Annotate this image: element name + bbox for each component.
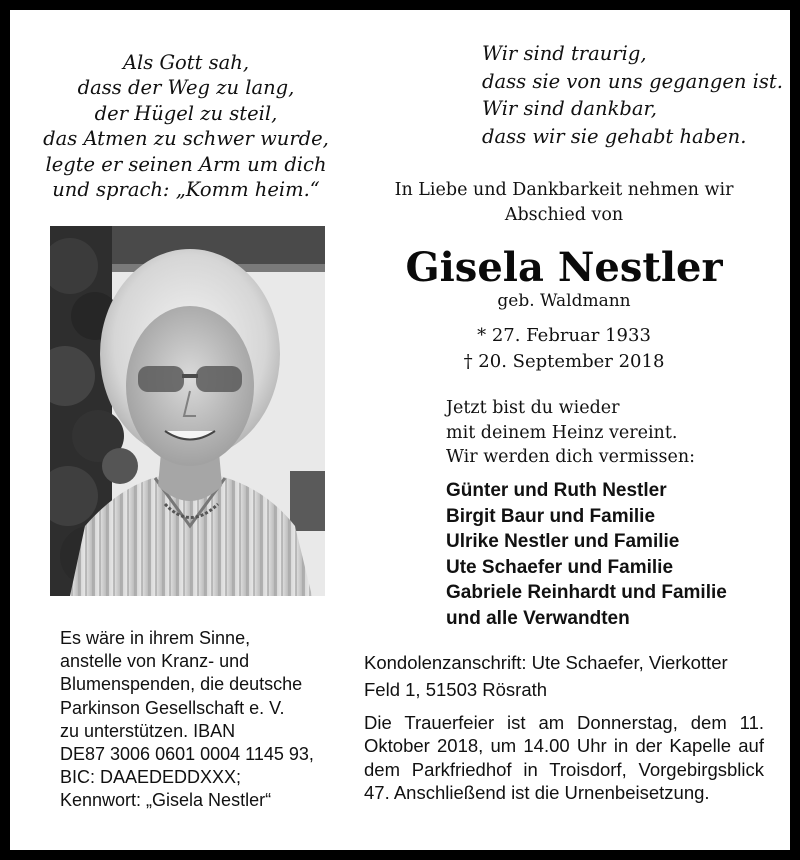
condolence-line: Feld 1, 51503 Rösrath [364, 678, 548, 700]
verse-line: mit deinem Heinz vereint. [446, 422, 678, 443]
poem-right-line: dass sie von uns gegangen ist. [482, 69, 783, 93]
donation-line: Parkinson Gesellschaft e. V. [60, 697, 285, 718]
donation-line: Es wäre in ihrem Sinne, [60, 628, 251, 648]
farewell-intro-line: In Liebe und Dankbarkeit nehmen wir [394, 180, 734, 200]
poem-left-line: dass der Weg zu lang, [77, 76, 295, 100]
farewell-intro-line: Abschied von [504, 205, 624, 225]
birth-date: * 27. Februar 1933 [477, 325, 651, 346]
donation-line: Kennwort: „Gisela Nestler“ [60, 790, 272, 811]
verse-line: Wir werden dich vermissen: [446, 447, 696, 468]
donation-line: anstelle von Kranz- und [60, 651, 250, 672]
deceased-name: Gisela Nestler [405, 244, 723, 291]
poem-right [482, 40, 782, 150]
mourner-name: Gabriele Reinhardt und Familie [446, 582, 727, 603]
donation-line: DE87 3006 0601 0004 1145 93, [60, 744, 314, 765]
portrait-photo [50, 226, 325, 596]
life-dates [364, 323, 764, 375]
poem-right-line: dass wir sie gehabt haben. [482, 124, 747, 148]
poem-left-line: Als Gott sah, [122, 51, 250, 74]
death-date: † 20. September 2018 [463, 351, 665, 372]
poem-left [36, 50, 336, 202]
mourner-name: Günter und Ruth Nestler [446, 480, 667, 501]
poem-right-line: Wir sind dankbar, [482, 97, 657, 120]
poem-left-line: der Hügel zu steil, [94, 101, 278, 125]
mourner-name: und alle Verwandten [446, 607, 630, 629]
poem-left-line: das Atmen zu schwer wurde, [43, 127, 329, 151]
funeral-notice: Die Trauerfeier ist am Donnerstag, dem 11. Oktober 2018, um 14.00 Uhr in der Kapelle auf dem Parkfriedhof in Troisdorf, Vorgebirgsblick 47. Anschließend ist die Urnenbeisetzung. [364, 712, 764, 804]
maiden-name: geb. Waldmann [497, 291, 631, 311]
mourner-name: Birgit Baur und Familie [446, 505, 656, 527]
poem-right-line: Wir sind traurig, [482, 42, 647, 65]
poem-left-line: legte er seinen Arm um dich [45, 152, 327, 176]
donation-line: zu unterstützen. IBAN [60, 720, 236, 741]
donation-line: BIC: DAAEDEDDXXX; [60, 767, 242, 788]
donation-request [60, 627, 350, 813]
farewell-verse [446, 396, 776, 470]
mourner-name: Ute Schaefer und Familie [446, 556, 674, 578]
verse-line: Jetzt bist du wieder [446, 398, 620, 418]
condolence-line: Kondolenzanschrift: Ute Schaefer, Vierkotter [364, 652, 728, 673]
mourners-list [446, 478, 786, 631]
mourner-name: Ulrike Nestler und Familie [446, 531, 680, 552]
condolence-address [364, 650, 764, 703]
poem-left-line: und sprach: „Komm heim.“ [52, 178, 320, 202]
donation-line: Blumenspenden, die deutsche [60, 674, 303, 695]
farewell-intro [364, 178, 764, 228]
